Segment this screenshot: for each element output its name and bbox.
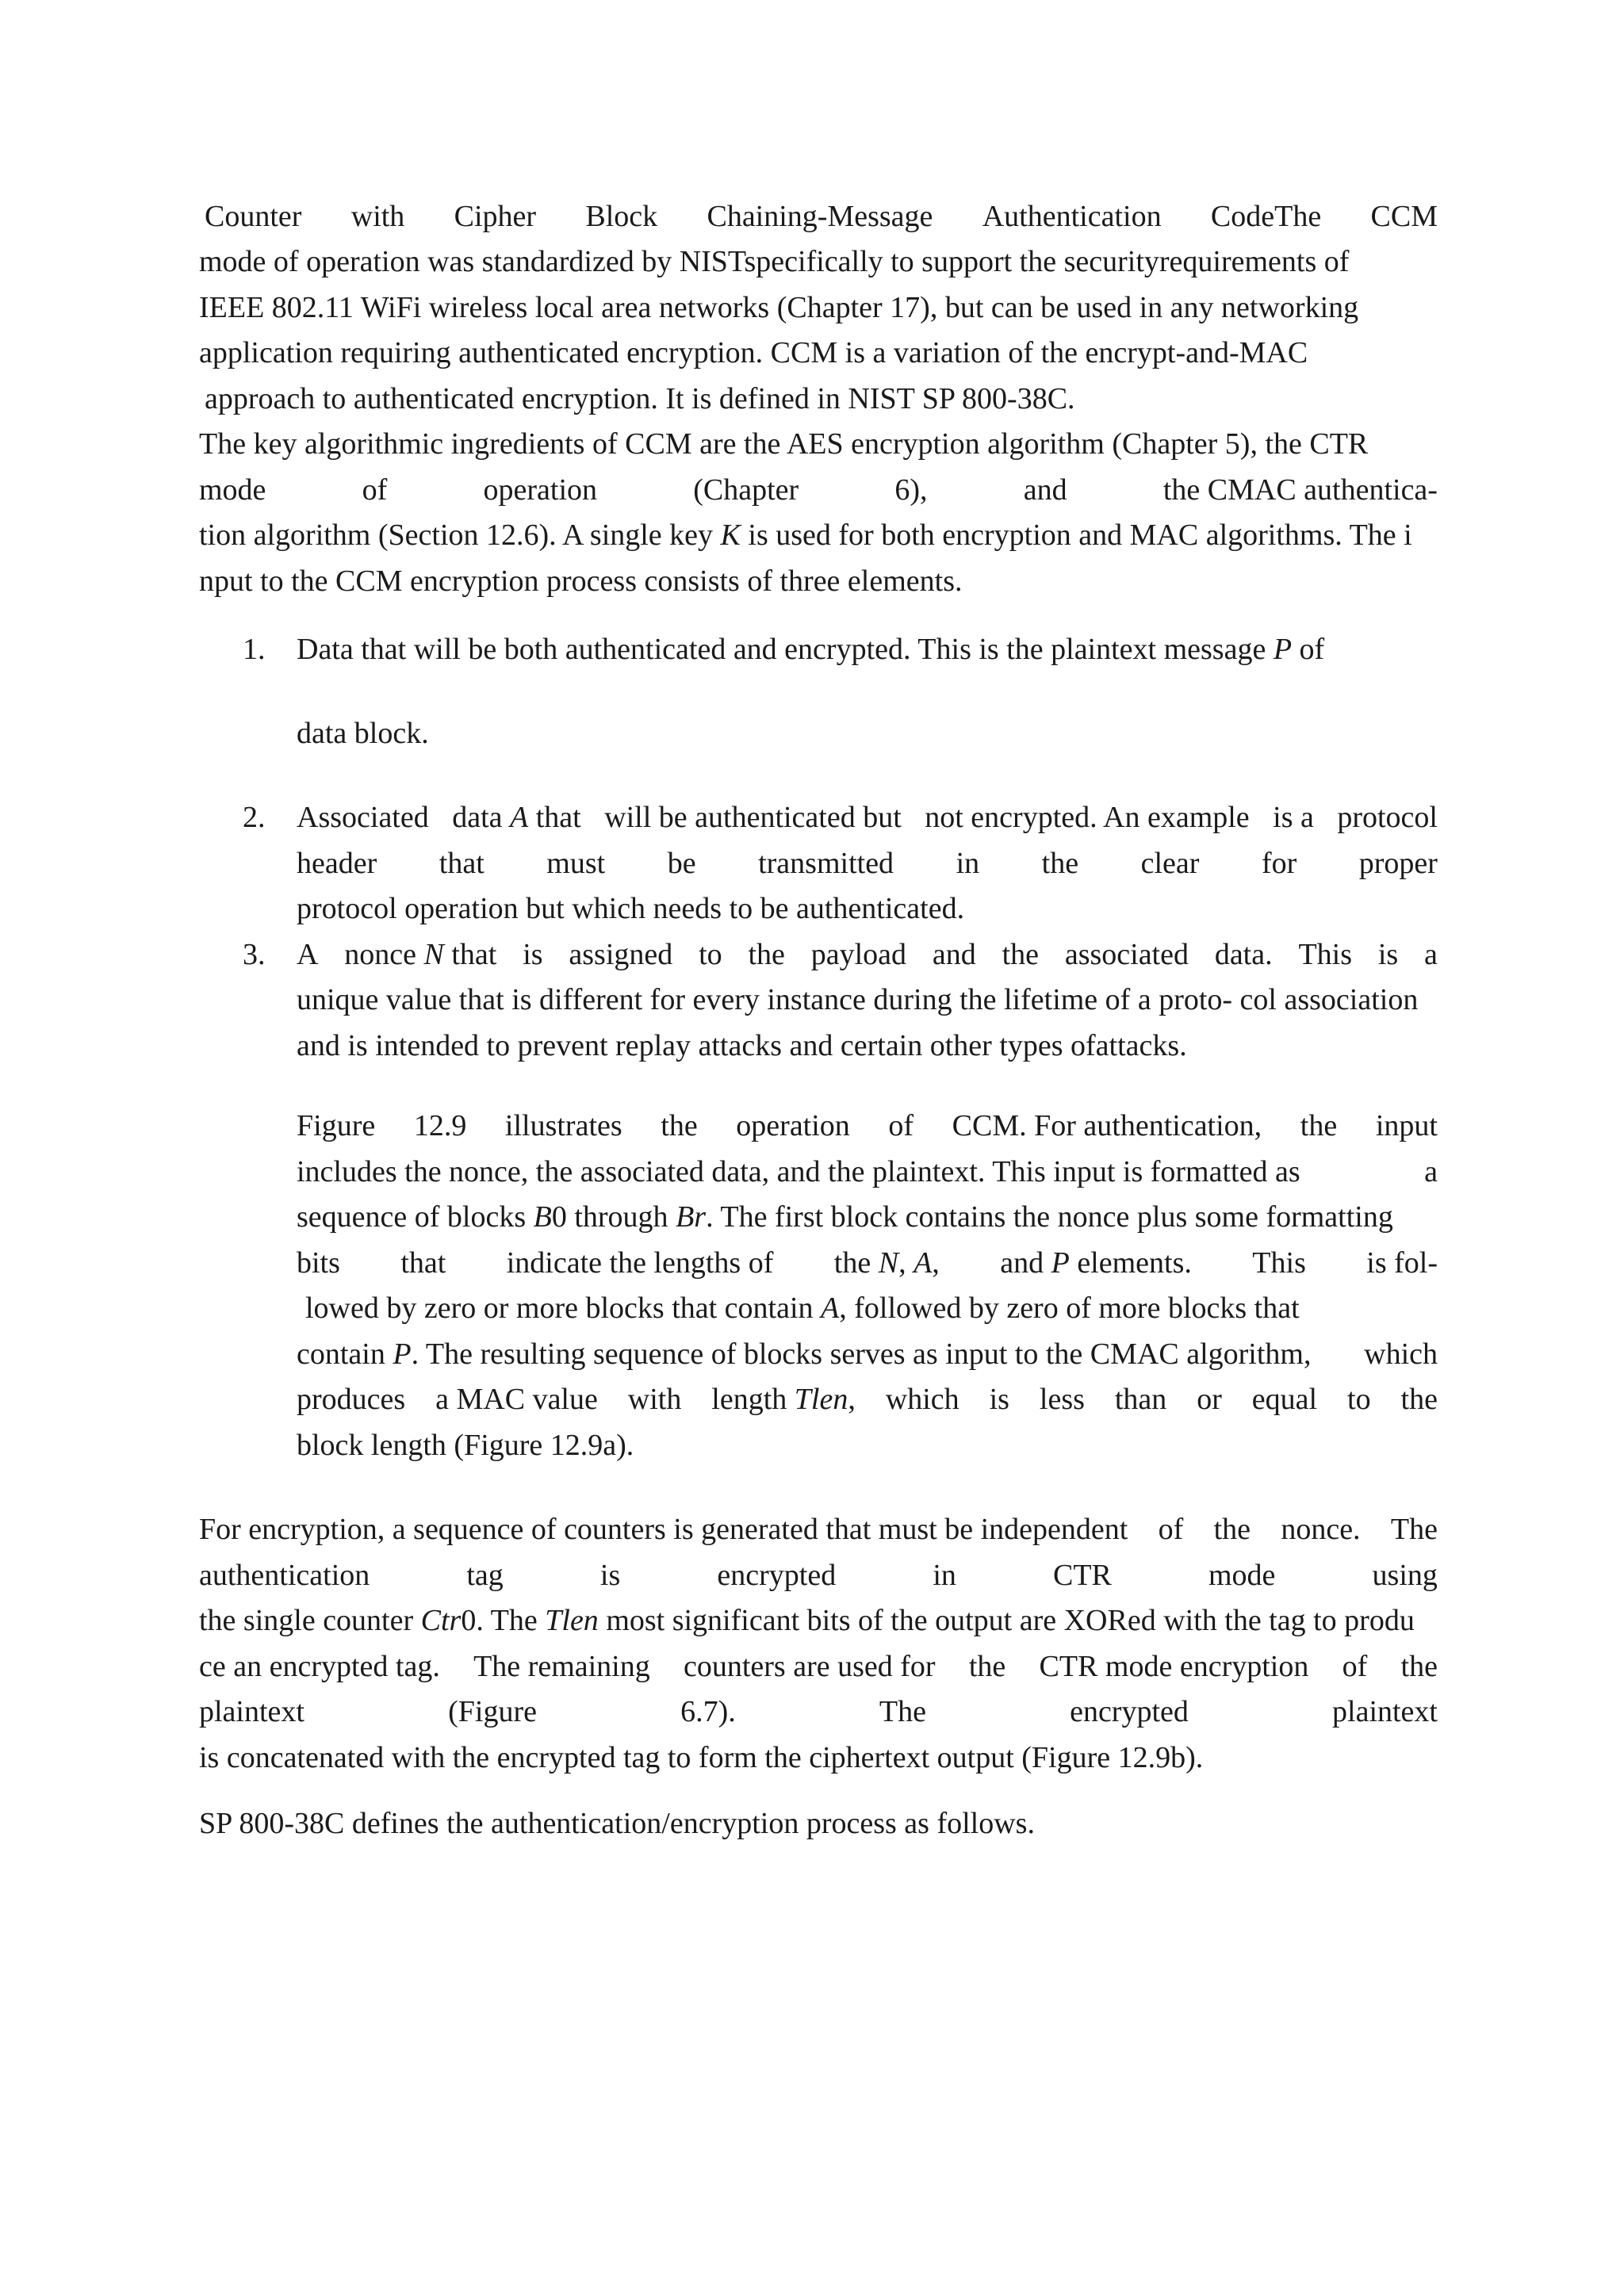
fig-para-line-5: lowed by zero or more blocks that contain A, followed by zero of more blocks that: [305, 1292, 1300, 1325]
p2-line-4: nput to the CCM encryption process consists of three elements.: [199, 564, 963, 598]
list-item-2-line-2: header that must be transmitted in the clear for proper: [297, 847, 1438, 880]
fig-para-line-8: block length (Figure 12.9a).: [297, 1429, 634, 1462]
list-item-2-line-3: protocol operation but which needs to be authenticated.: [297, 892, 965, 925]
list-item-1-line-1: Data that will be both authenticated and encrypted. This is the plaintext message P of: [297, 633, 1325, 666]
p1-line-1: Counter with Cipher Block Chaining-Message Authentication CodeThe CCM: [205, 200, 1438, 233]
p2-line-2: mode of operation (Chapter 6), and the CMAC authentica-: [199, 473, 1438, 507]
fig-para-line-7: produces a MAC value with length Tlen, which is less than or equal to the: [297, 1383, 1438, 1416]
p3-line-3: the single counter Ctr0. The Tlen most significant bits of the output are XORed with the tag to produ: [199, 1604, 1415, 1637]
p4-line-1: SP 800-38C defines the authentication/encryption process as follows.: [199, 1807, 1035, 1840]
p3-line-5: plaintext (Figure 6.7). The encrypted plaintext: [199, 1695, 1438, 1728]
p2-line-3: tion algorithm (Section 12.6). A single key K is used for both encryption and MAC algorithms. The i: [199, 519, 1412, 552]
p1-line-4: application requiring authenticated encryption. CCM is a variation of the encrypt-and-MAC: [199, 336, 1308, 369]
p3-line-1: For encryption, a sequence of counters is generated that must be independent of the nonce. The: [199, 1513, 1438, 1546]
list-item-2-line-1: Associated data A that will be authenticated but not encrypted. An example is a protocol: [297, 801, 1438, 834]
p1-line-2: mode of operation was standardized by NISTspecifically to support the securityrequirements of: [199, 245, 1350, 278]
list-item-3-line-1: A nonce N that is assigned to the payload and the associated data. This is a: [297, 938, 1438, 971]
list-item-1-line-2: data block.: [297, 717, 429, 750]
list-number-1: 1.: [243, 633, 266, 666]
list-number-2: 2.: [243, 801, 266, 834]
fig-para-line-1: Figure 12.9 illustrates the operation of CCM. For authentication, the input: [297, 1109, 1438, 1142]
fig-para-line-3: sequence of blocks B0 through Br. The first block contains the nonce plus some formatting: [297, 1200, 1393, 1234]
list-item-3-line-3: and is intended to prevent replay attacks and certain other types ofattacks.: [297, 1029, 1187, 1062]
p1-line-3: IEEE 802.11 WiFi wireless local area networks (Chapter 17), but can be used in any networking: [199, 291, 1359, 324]
p1-line-5: approach to authenticated encryption. It is defined in NIST SP 800-38C.: [205, 382, 1075, 415]
list-item-3-line-2: unique value that is different for every instance during the lifetime of a proto- col association: [297, 983, 1419, 1016]
fig-para-line-4: bits that indicate the lengths of the N, A, and P elements. This is fol-: [297, 1246, 1438, 1280]
fig-para-line-6: contain P. The resulting sequence of blocks serves as input to the CMAC algorithm, which: [297, 1337, 1438, 1371]
p3-line-4: ce an encrypted tag. The remaining counters are used for the CTR mode encryption of the: [199, 1650, 1438, 1683]
p3-line-2: authentication tag is encrypted in CTR mode using: [199, 1559, 1438, 1592]
p3-line-6: is concatenated with the encrypted tag to form the ciphertext output (Figure 12.9b).: [199, 1741, 1204, 1774]
fig-para-line-2: includes the nonce, the associated data, and the plaintext. This input is formatted as a: [297, 1155, 1438, 1188]
p2-line-1: The key algorithmic ingredients of CCM are the AES encryption algorithm (Chapter 5), the CTR: [199, 427, 1369, 461]
list-number-3: 3.: [243, 938, 266, 971]
